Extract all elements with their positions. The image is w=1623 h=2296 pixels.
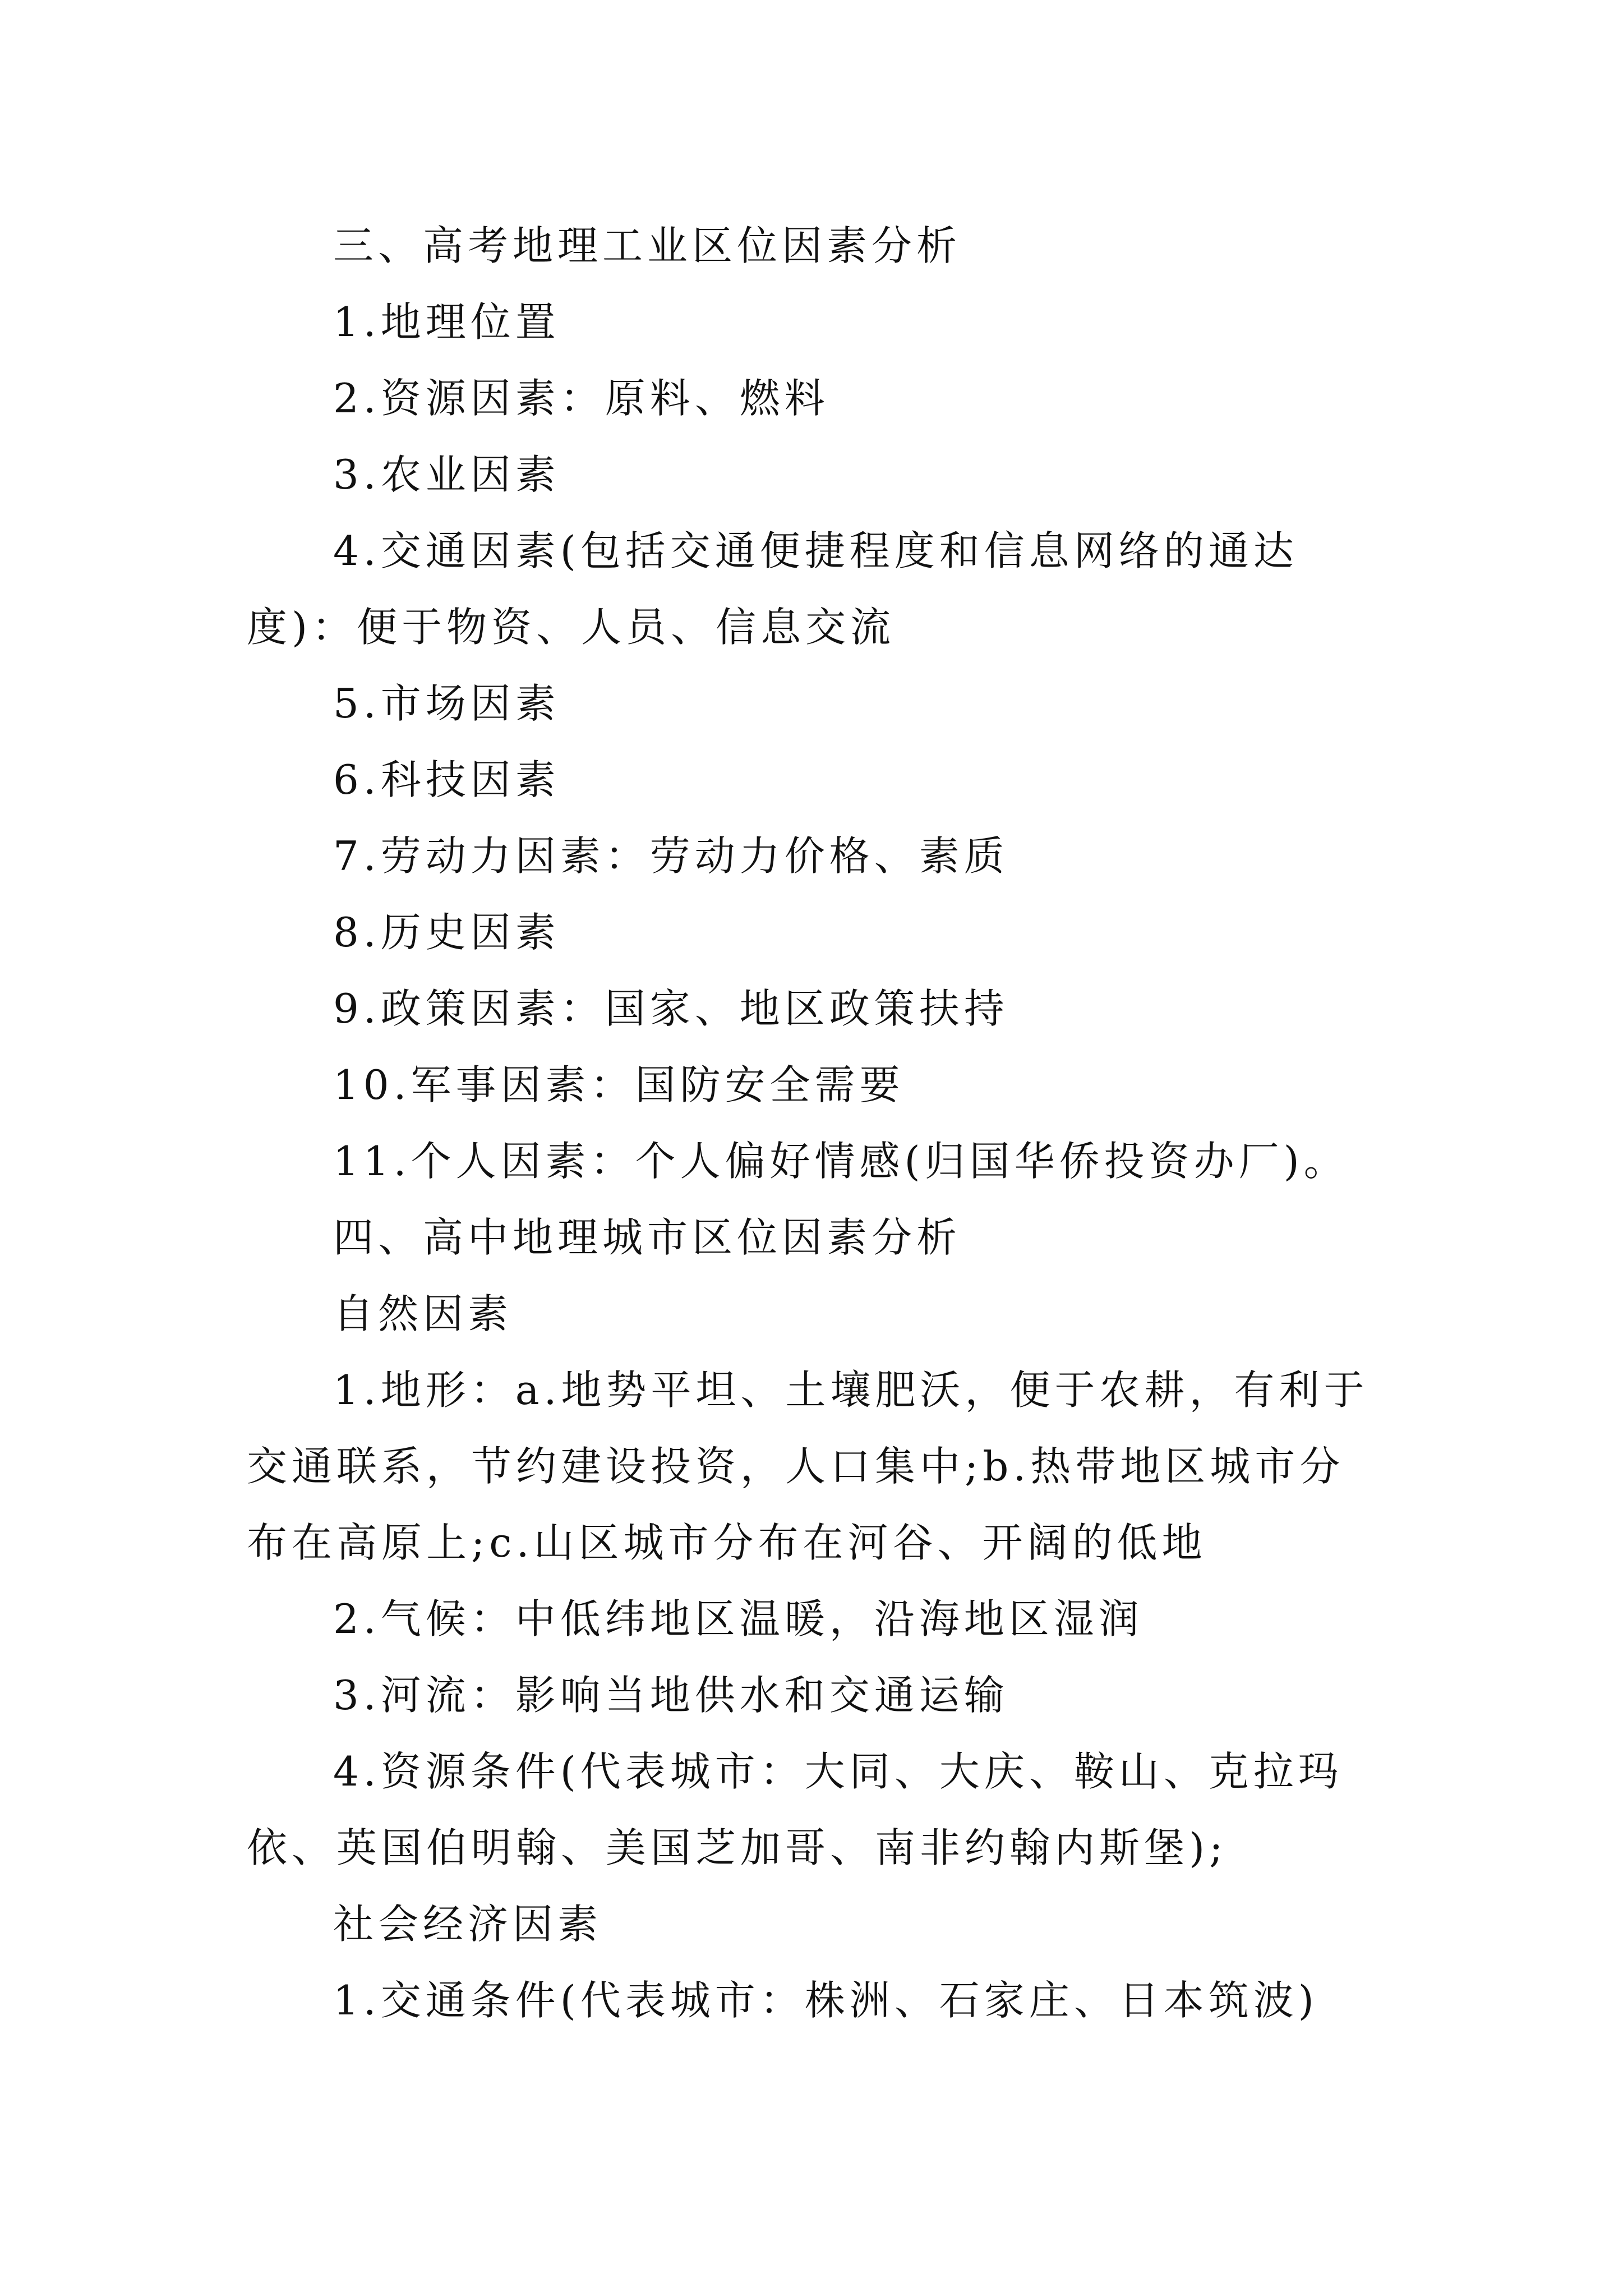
list-item: 2.气候：中低纬地区温暖，沿海地区湿润 — [333, 1595, 1144, 1642]
section-heading-city: 四、高中地理城市区位因素分析 — [333, 1214, 962, 1261]
list-item: 4.交通因素(包括交通便捷程度和信息网络的通达度)：便于物资、人员、信息交流 — [247, 527, 1298, 651]
list-item: 1.地理位置 — [333, 298, 560, 346]
list-item: 3.河流：影响当地供水和交通运输 — [333, 1672, 1009, 1719]
document-body — [247, 208, 1385, 2039]
subheading-natural-factors: 自然因素 — [333, 1290, 513, 1337]
list-item: 4.资源条件(代表城市：大同、大庆、鞍山、克拉玛依、英国伯明翰、美国芝加哥、南非约翰内斯堡); — [247, 1748, 1343, 1871]
list-item: 3.农业因素 — [333, 451, 560, 498]
subheading-socioeconomic-factors: 社会经济因素 — [333, 1901, 603, 1948]
list-item: 10.军事因素：国防安全需要 — [333, 1061, 905, 1108]
section-heading-industry: 三、高考地理工业区位因素分析 — [333, 222, 962, 269]
list-item: 8.历史因素 — [333, 909, 560, 956]
list-item: 7.劳动力因素：劳动力价格、素质 — [333, 832, 1009, 880]
list-item: 9.政策因素：国家、地区政策扶持 — [333, 985, 1009, 1032]
list-item: 6.科技因素 — [333, 756, 560, 803]
list-item: 11.个人因素：个人偏好情感(归国华侨投资办厂)。 — [333, 1138, 1349, 1185]
list-item: 1.地形：a.地势平坦、土壤肥沃，便于农耕，有利于交通联系，节约建设投资，人口集中;b.热带地区城市分布在高原上;c.山区城市分布在河谷、开阔的低地 — [247, 1366, 1369, 1566]
list-item: 1.交通条件(代表城市：株洲、石家庄、日本筑波) — [333, 1977, 1318, 2024]
list-item: 2.资源因素：原料、燃料 — [333, 375, 829, 422]
list-item: 5.市场因素 — [333, 680, 560, 727]
